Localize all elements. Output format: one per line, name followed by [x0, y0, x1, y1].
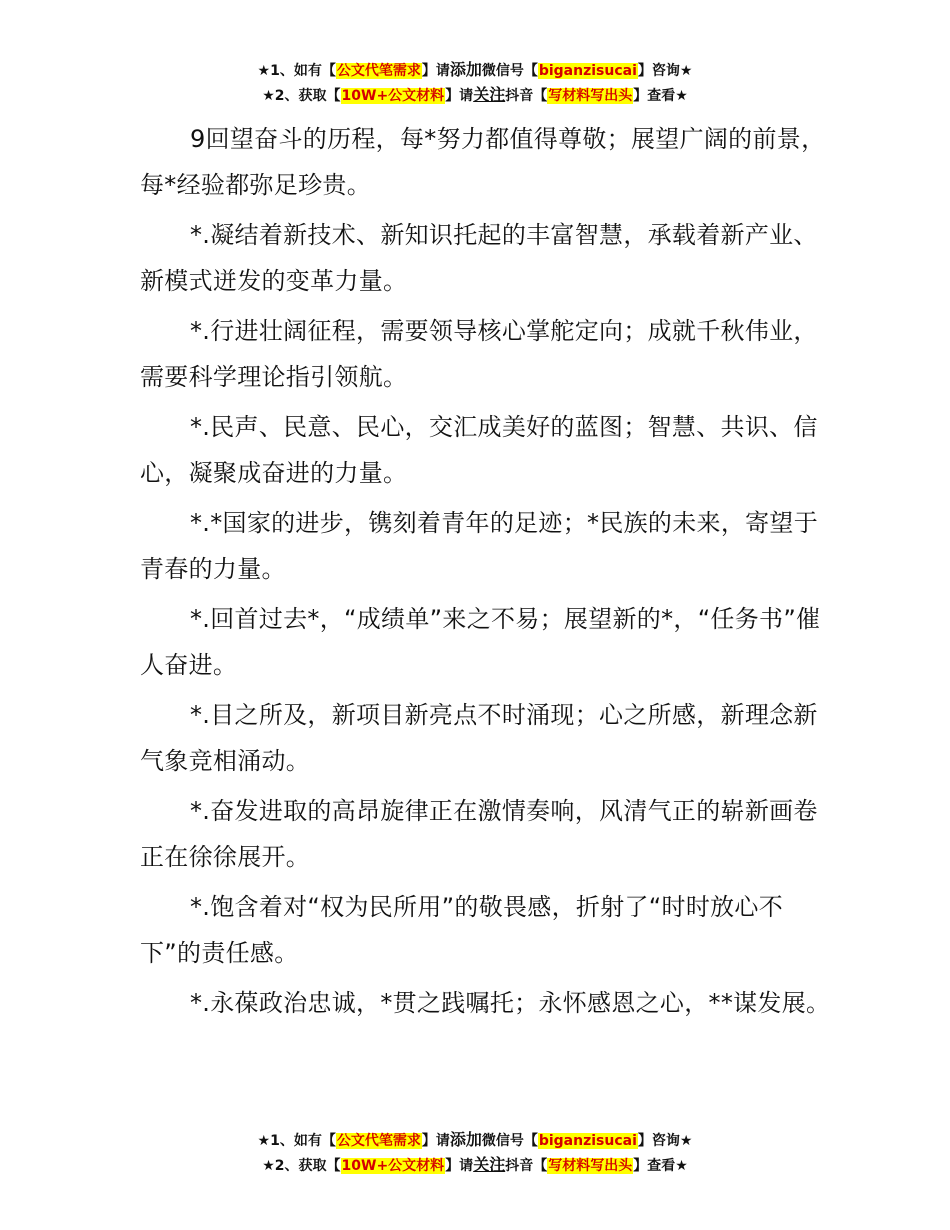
star-icon: ★	[257, 1133, 271, 1149]
highlight-materials: 10W+公文材料	[341, 1158, 445, 1174]
paragraph: *.饱含着对“权为民所用”的敬畏感，折射了“时时放心不下”的责任感。	[140, 893, 784, 967]
banner-text: 】请	[445, 88, 474, 104]
banner-emphasis: 关注	[473, 1155, 506, 1174]
banner-emphasis: 添加	[449, 60, 482, 79]
banner-text: 抖音【	[505, 88, 548, 104]
banner-text: 抖音【	[505, 1158, 548, 1174]
star-icon: ★	[675, 88, 688, 104]
paragraph: *.行进壮阔征程，需要领导核心掌舵定向；成就千秋伟业，需要科学理论指引领航。	[140, 317, 818, 391]
header-banner	[0, 58, 950, 108]
footer-banner	[0, 1128, 950, 1178]
banner-text: 1、如有【	[270, 1133, 336, 1149]
highlight-wechat-id: biganzisucai	[538, 1133, 637, 1149]
banner-text: 2、获取【	[274, 1158, 341, 1174]
banner-text: 微信号【	[481, 1133, 538, 1149]
banner-text: 】请	[421, 1133, 450, 1149]
banner-line-1	[0, 58, 950, 83]
banner-line-1	[0, 1128, 950, 1153]
banner-text: 微信号【	[481, 63, 538, 79]
banner-emphasis: 关注	[473, 85, 506, 104]
paragraph: *.民声、民意、民心，交汇成美好的蓝图；智慧、共识、信心，凝聚成奋进的力量。	[140, 413, 818, 487]
paragraph: *.回首过去*，“成绩单”来之不易；展望新的*，“任务书”催人奋进。	[140, 605, 821, 679]
star-icon: ★	[262, 88, 275, 104]
highlight-wechat-id: biganzisucai	[538, 63, 637, 79]
highlight-douyin-account: 写材料写出头	[548, 88, 633, 104]
banner-text: 】请	[421, 63, 450, 79]
banner-text: 】请	[445, 1158, 474, 1174]
banner-emphasis: 添加	[449, 1130, 482, 1149]
paragraph: *.凝结着新技术、新知识托起的丰富智慧，承载着新产业、新模式迸发的变革力量。	[140, 221, 818, 295]
star-icon: ★	[679, 63, 693, 79]
banner-line-2	[0, 1153, 950, 1178]
star-icon: ★	[675, 1158, 688, 1174]
banner-text: 2、获取【	[274, 88, 341, 104]
banner-text: 】咨询	[637, 1133, 680, 1149]
paragraph: *.目之所及，新项目新亮点不时涌现；心之所感，新理念新气象竞相涌动。	[140, 701, 818, 775]
star-icon: ★	[262, 1158, 275, 1174]
paragraph: *.*国家的进步，镌刻着青年的足迹；*民族的未来，寄望于青春的力量。	[140, 509, 819, 583]
paragraph: *.奋发进取的高昂旋律正在激情奏响，风清气正的崭新画卷正在徐徐展开。	[140, 797, 818, 871]
paragraph: 9回望奋斗的历程，每*努力都值得尊敬；展望广阔的前景，每*经验都弥足珍贵。	[140, 125, 826, 199]
star-icon: ★	[679, 1133, 693, 1149]
star-icon: ★	[257, 63, 271, 79]
highlight-douyin-account: 写材料写出头	[548, 1158, 633, 1174]
highlight-service: 公文代笔需求	[336, 1133, 421, 1149]
banner-text: 】查看	[633, 88, 676, 104]
highlight-service: 公文代笔需求	[336, 63, 421, 79]
banner-text: 】咨询	[637, 63, 680, 79]
paragraph: *.永葆政治忠诚，*贯之践嘱托；永怀感恩之心，**谋发展。	[190, 989, 831, 1017]
highlight-materials: 10W+公文材料	[341, 88, 445, 104]
document-body	[140, 116, 840, 1030]
banner-line-2	[0, 83, 950, 108]
banner-text: 】查看	[633, 1158, 676, 1174]
banner-text: 1、如有【	[270, 63, 336, 79]
